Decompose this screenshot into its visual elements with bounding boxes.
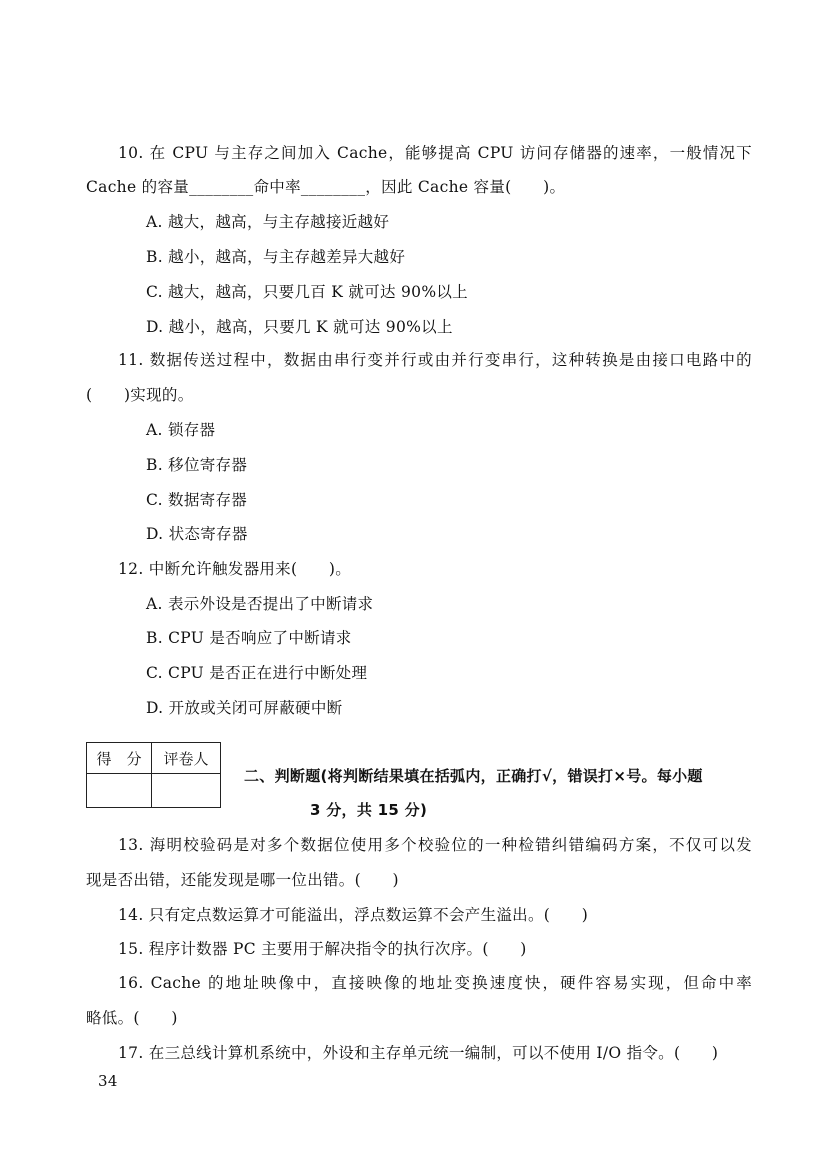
q12-option-c: C. CPU 是否正在进行中断处理 <box>146 664 368 682</box>
section2-heading-line2: 3 分，共 15 分) <box>310 801 428 819</box>
q12-option-a: A. 表示外设是否提出了中断请求 <box>146 595 374 613</box>
q11-option-a: A. 锁存器 <box>146 421 216 439</box>
q12-option-b: B. CPU 是否响应了中断请求 <box>146 629 352 647</box>
q10-option-a: A. 越大，越高，与主存越接近越好 <box>146 213 390 231</box>
q15-stem: 15. 程序计数器 PC 主要用于解决指令的执行次序。( ) <box>118 940 527 958</box>
score-cell <box>87 774 152 808</box>
q12-option-d: D. 开放或关闭可屏蔽硬中断 <box>146 699 343 717</box>
section2-heading-line1: 二、判断题(将判断结果填在括弧内，正确打√，错误打×号。每小题 <box>244 767 703 785</box>
q10-stem-line1: 10. 在 CPU 与主存之间加入 Cache，能够提高 CPU 访问存储器的速率，一般情况下 <box>118 144 752 162</box>
q12-stem: 12. 中断允许触发器用来( )。 <box>118 560 352 578</box>
score-label: 得 分 <box>87 743 152 774</box>
q11-option-c: C. 数据寄存器 <box>146 491 248 509</box>
q11-stem-line2: ( )实现的。 <box>86 386 194 404</box>
q10-option-c: C. 越大，越高，只要几百 K 就可达 90%以上 <box>146 283 468 301</box>
page-number: 34 <box>98 1072 118 1090</box>
q16-stem-line1: 16. Cache 的地址映像中，直接映像的地址变换速度快，硬件容易实现，但命中率 <box>118 974 752 992</box>
grader-cell <box>152 774 221 808</box>
grader-label: 评卷人 <box>152 743 221 774</box>
q14-stem: 14. 只有定点数运算才可能溢出，浮点数运算不会产生溢出。( ) <box>118 906 589 924</box>
q11-option-d: D. 状态寄存器 <box>146 525 248 543</box>
q13-stem-line1: 13. 海明校验码是对多个数据位使用多个校验位的一种检错纠错编码方案，不仅可以发 <box>118 836 752 854</box>
q11-stem-line1: 11. 数据传送过程中，数据由串行变并行或由并行变串行，这种转换是由接口电路中的 <box>118 351 752 369</box>
q10-stem-line2: Cache 的容量________命中率________，因此 Cache 容量( )。 <box>86 178 566 196</box>
q13-stem-line2: 现是否出错，还能发现是哪一位出错。( ) <box>86 871 399 889</box>
q16-stem-line2: 略低。( ) <box>86 1009 178 1027</box>
q11-option-b: B. 移位寄存器 <box>146 456 248 474</box>
score-table <box>86 742 221 808</box>
q17-stem: 17. 在三总线计算机系统中，外设和主存单元统一编制，可以不使用 I/O 指令。( ) <box>118 1044 719 1062</box>
q10-option-b: B. 越小，越高，与主存越差异大越好 <box>146 248 406 266</box>
q10-option-d: D. 越小，越高，只要几 K 就可达 90%以上 <box>146 318 453 336</box>
